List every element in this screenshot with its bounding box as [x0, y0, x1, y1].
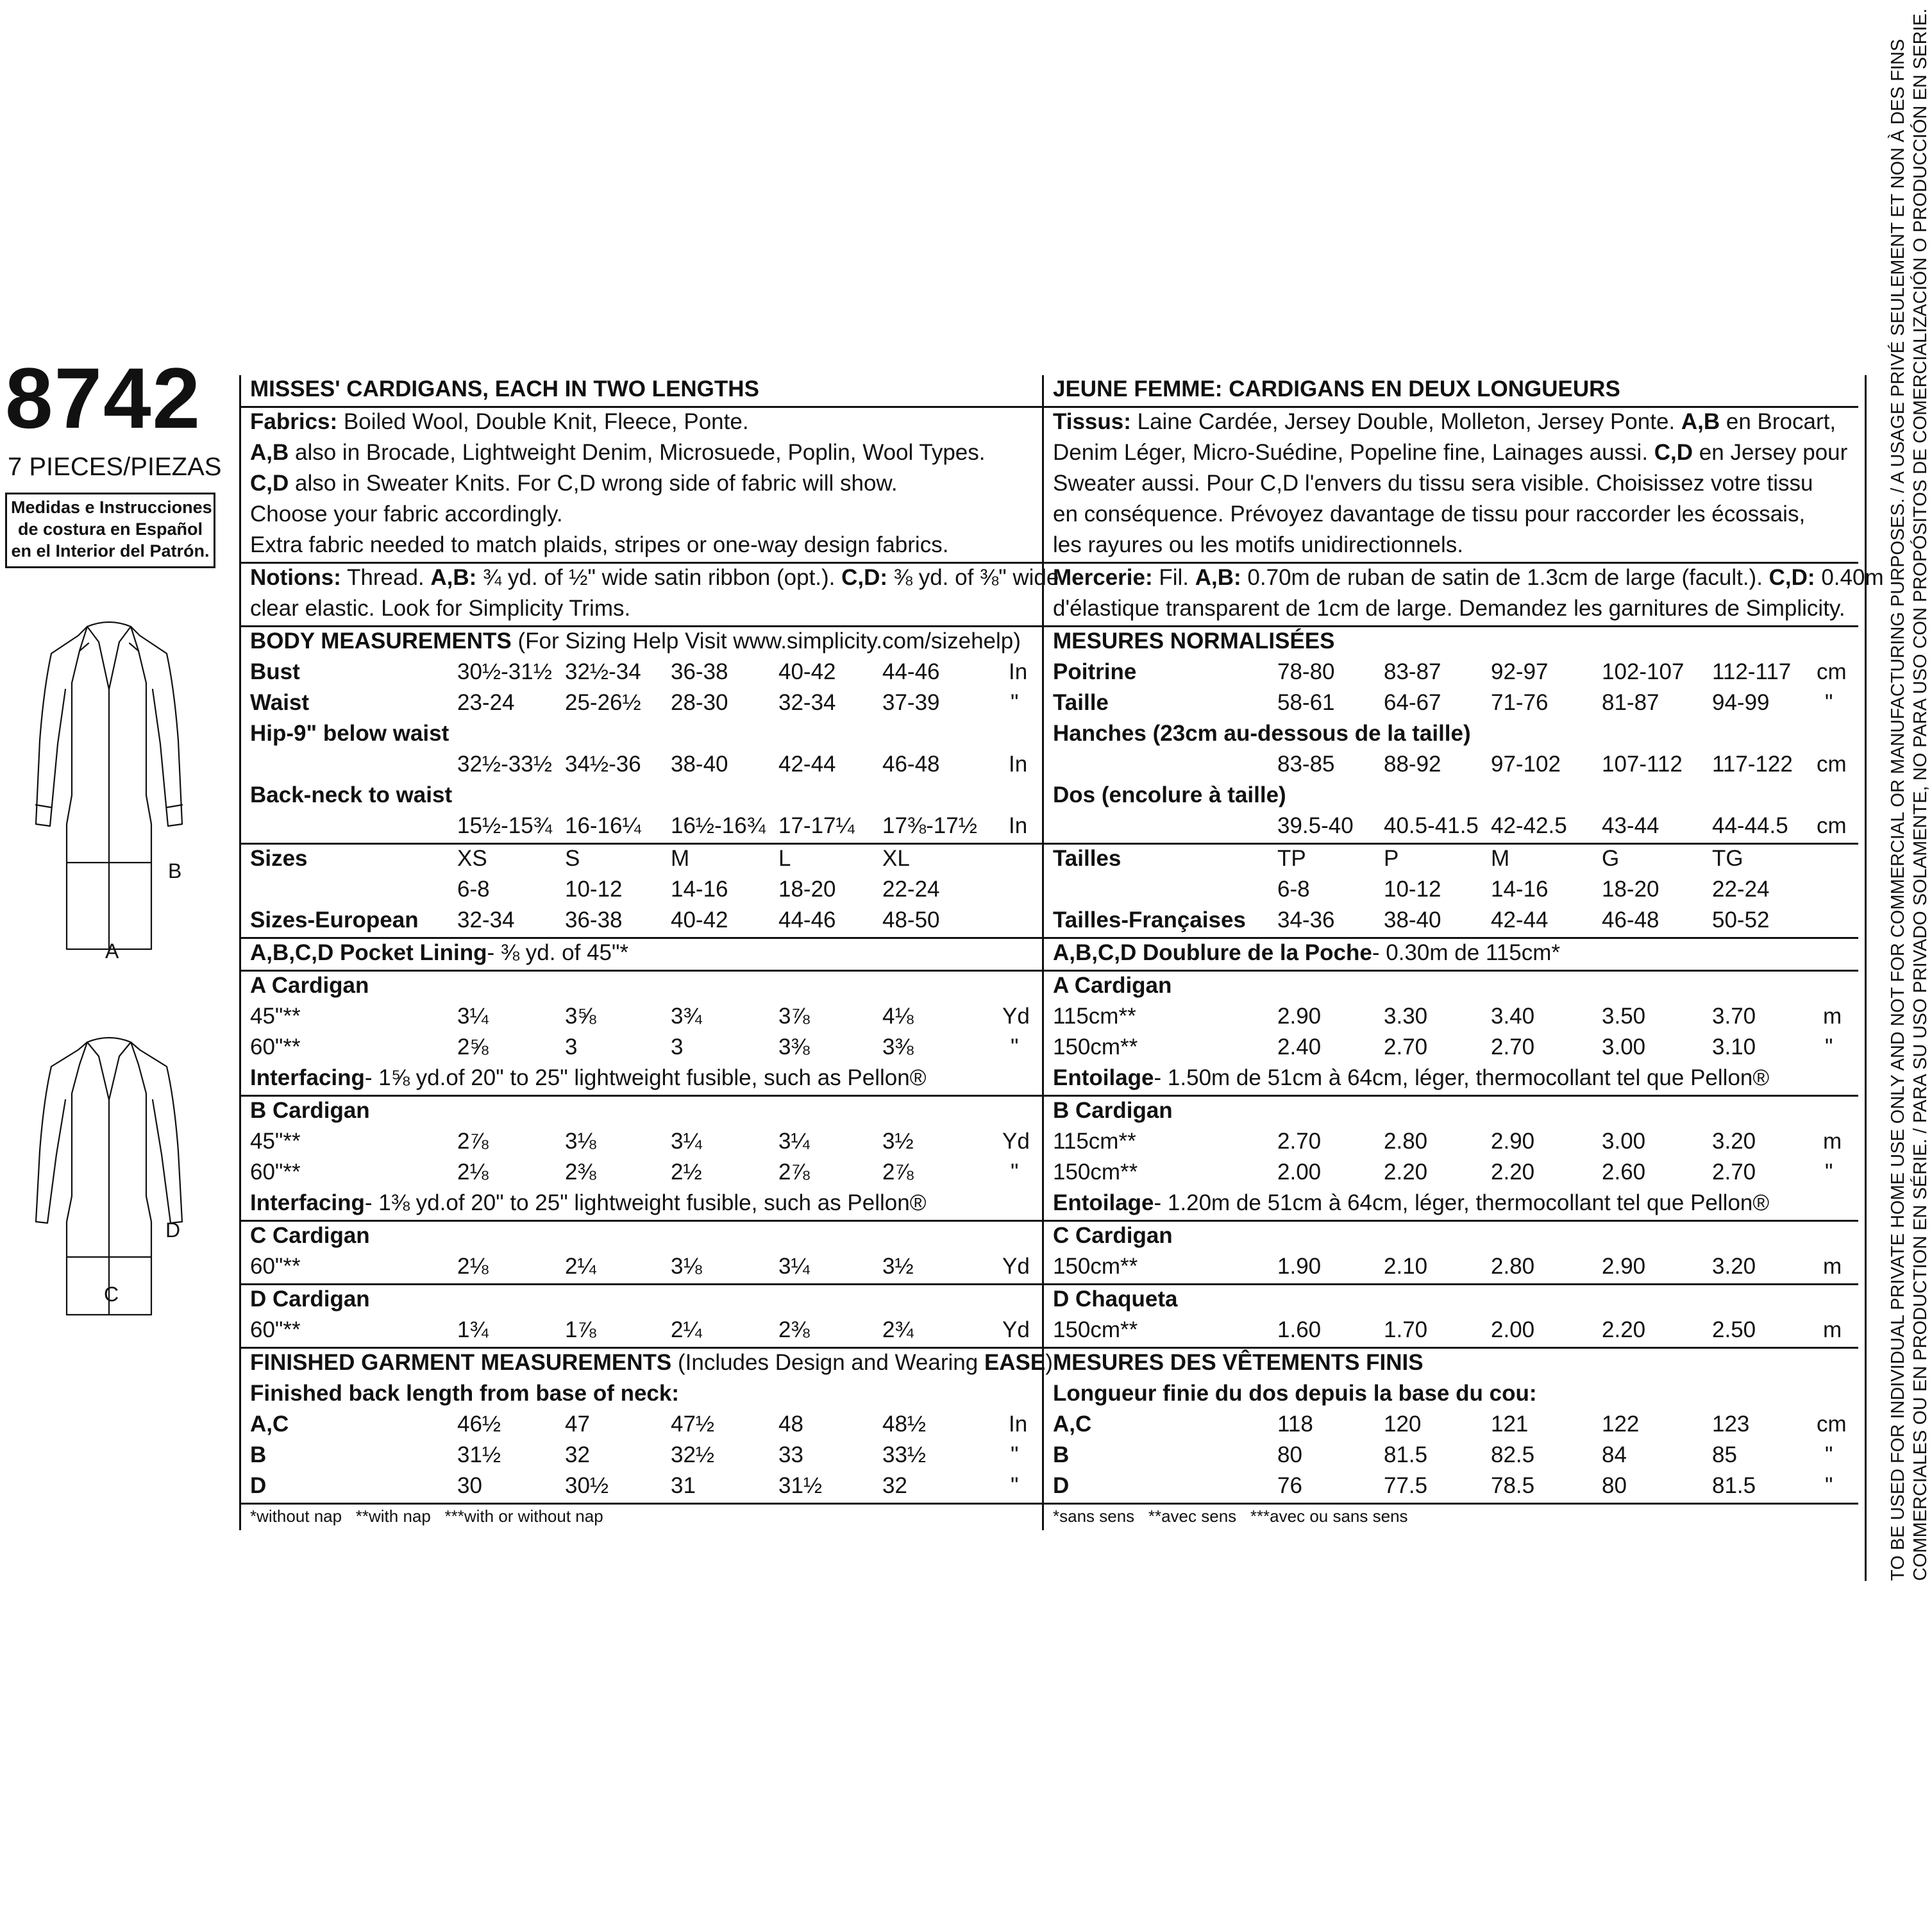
tissus-line: en conséquence. Prévoyez davantage de tissu pour raccorder les écossais,: [1053, 502, 1806, 527]
tissus-line: Sweater aussi. Pour C,D l'envers du tissu sera visible. Choisissez votre tissu: [1053, 471, 1813, 496]
table-row: Tailles TP P M G TG: [1053, 846, 1743, 871]
french-title: JEUNE FEMME: CARDIGANS EN DEUX LONGUEURS: [1053, 376, 1620, 401]
view-c-heading: C Cardigan: [250, 1223, 370, 1248]
table-row: 45"** 3¼ 3⅝ 3¾ 3⅞ 4⅛ Yd: [250, 1004, 1030, 1029]
interfacing-line: Interfacing- 1⅜ yd.of 20" to 25" lightweight fusible, such as Pellon®: [250, 1190, 927, 1215]
view-label-d: D: [165, 1219, 181, 1242]
view-label-c: C: [104, 1283, 119, 1306]
table-row: 150cm** 2.40 2.70 2.70 3.00 3.10 ": [1053, 1034, 1833, 1059]
view-a-heading: A Cardigan: [1053, 973, 1172, 998]
finished-back-length-label: Longueur finie du dos depuis la base du cou:: [1053, 1381, 1537, 1406]
table-row-label: Back-neck to waist: [250, 782, 453, 807]
table-row: Sizes-European 32-34 36-38 40-42 44-46 48-50: [241, 906, 1055, 939]
table-row: Tailles-Françaises 34-36 38-40 42-44 46-48 50-52: [1044, 906, 1858, 939]
table-row: 32½-33½ 34½-36 38-40 42-44 46-48 In: [457, 752, 1028, 777]
english-column: [239, 375, 1059, 1530]
table-row: D 30 30½ 31 31½ 32 ": [241, 1472, 1055, 1505]
table-row: D 76 77.5 78.5 80 81.5 ": [1044, 1472, 1858, 1505]
table-row: B 80 81.5 82.5 84 85 ": [1053, 1442, 1833, 1467]
mercerie-line: d'élastique transparent de 1cm de large. Demandez les garnitures de Simplicity.: [1053, 596, 1845, 621]
finished-back-length-label: Finished back length from base of neck:: [250, 1381, 680, 1406]
footnote: *sans sens **avec sens ***avec ou sans sens: [1053, 1506, 1408, 1526]
table-row: 60"** 2⅛ 2⅜ 2½ 2⅞ 2⅞ ": [250, 1160, 1019, 1185]
table-row: 15½-15¾ 16-16¼ 16½-16¾ 17-17¼ 17⅜-17½ In: [241, 812, 1055, 845]
pocket-lining-line: A,B,C,D Pocket Lining- ⅜ yd. of 45"*: [250, 940, 629, 965]
table-row: 83-85 88-92 97-102 107-112 117-122 cm: [1277, 752, 1847, 777]
footnote: *without nap **with nap ***with or without nap: [250, 1506, 603, 1526]
table-row: Bust 30½-31½ 32½-34 36-38 40-42 44-46 In: [250, 659, 1028, 684]
entoilage-line: Entoilage- 1.20m de 51cm à 64cm, léger, thermocollant tel que Pellon®: [1053, 1190, 1770, 1215]
piece-count: 7 PIECES/PIEZAS: [8, 453, 222, 481]
spanish-note-line: Medidas e Instrucciones: [11, 498, 212, 517]
table-row: 115cm** 2.90 3.30 3.40 3.50 3.70 m: [1053, 1004, 1842, 1029]
table-row: A,C 46½ 47 47½ 48 48½ In: [250, 1412, 1028, 1437]
table-row: 6-8 10-12 14-16 18-20 22-24: [457, 877, 940, 902]
fabrics-line: C,D also in Sweater Knits. For C,D wrong side of fabric will show.: [250, 471, 898, 496]
pattern-number: 8742: [5, 351, 202, 446]
view-d-heading: D Cardigan: [250, 1287, 370, 1312]
poche-line: A,B,C,D Doublure de la Poche- 0.30m de 115cm*: [1053, 940, 1560, 965]
english-title: MISSES' CARDIGANS, EACH IN TWO LENGTHS: [250, 376, 759, 401]
entoilage-line: Entoilage- 1.50m de 51cm à 64cm, léger, thermocollant tel que Pellon®: [1053, 1065, 1770, 1090]
table-row: 60"** 2⅛ 2¼ 3⅛ 3¼ 3½ Yd: [241, 1253, 1055, 1285]
mercerie-line: Mercerie: Fil. A,B: 0.70m de ruban de satin de 1.3cm de large (facult.). C,D: 0.40m: [1053, 565, 1884, 590]
tissus-line: Tissus: Laine Cardée, Jersey Double, Molleton, Jersey Ponte. A,B en Brocart,: [1053, 409, 1836, 434]
table-row: Waist 23-24 25-26½ 28-30 32-34 37-39 ": [250, 690, 1019, 715]
body-measurements-heading: BODY MEASUREMENTS (For Sizing Help Visit www.simplicity.com/sizehelp): [250, 629, 1021, 654]
finished-measurements-heading: FINISHED GARMENT MEASUREMENTS (Includes Design and Wearing EASE): [250, 1350, 1053, 1375]
tissus-line: les rayures ou les motifs unidirectionnels.: [1053, 532, 1464, 557]
table-row-label: Dos (encolure à taille): [1053, 782, 1286, 807]
fabrics-line: Extra fabric needed to match plaids, stripes or one-way design fabrics.: [250, 532, 949, 557]
table-row: 60"** 2⅝ 3 3 3⅜ 3⅜ ": [250, 1034, 1019, 1059]
finished-measurements-heading: MESURES DES VÊTEMENTS FINIS: [1053, 1350, 1424, 1375]
table-row: Poitrine 78-80 83-87 92-97 102-107 112-117 cm: [1053, 659, 1847, 684]
notions-line: clear elastic. Look for Simplicity Trims.: [250, 596, 631, 621]
fabrics-line: Choose your fabric accordingly.: [250, 502, 563, 527]
view-b-heading: B Cardigan: [250, 1098, 370, 1123]
interfacing-line: Interfacing- 1⅝ yd.of 20" to 25" lightweight fusible, such as Pellon®: [250, 1065, 927, 1090]
table-row: 115cm** 2.70 2.80 2.90 3.00 3.20 m: [1053, 1129, 1842, 1154]
view-c-heading: C Cardigan: [1053, 1223, 1173, 1248]
table-row-label: Hanches (23cm au-dessous de la taille): [1053, 721, 1471, 746]
table-row: 150cm** 2.00 2.20 2.20 2.60 2.70 ": [1053, 1160, 1833, 1185]
view-label-a: A: [105, 940, 119, 963]
fabrics-line: A,B also in Brocade, Lightweight Denim, Microsuede, Poplin, Wool Types.: [250, 440, 986, 465]
usage-notice: [1865, 8, 1931, 1581]
view-d-heading: D Chaqueta: [1053, 1287, 1178, 1312]
table-row: 150cm** 1.90 2.10 2.80 2.90 3.20 m: [1044, 1253, 1858, 1285]
table-row: 150cm** 1.60 1.70 2.00 2.20 2.50 m: [1044, 1316, 1858, 1349]
view-label-b: B: [168, 859, 182, 882]
view-b-heading: B Cardigan: [1053, 1098, 1173, 1123]
usage-notice-line: COMMERCIALES OU EN PRODUCTION EN SÉRIE. / PARA SU USO PRIVADO SOLAMENTE, NO PARA USO CON PROPÓSITOS DE COMERCIALIZACIÓN O PRODUCCIÓN EN SERIE.: [1910, 8, 1931, 1581]
table-row: B 31½ 32 32½ 33 33½ ": [250, 1442, 1019, 1467]
table-row: A,C 118 120 121 122 123 cm: [1053, 1412, 1847, 1437]
french-column: [1042, 375, 1884, 1530]
cardigan-sketch-ab: [26, 612, 192, 972]
table-row: 6-8 10-12 14-16 18-20 22-24: [1277, 877, 1770, 902]
usage-notice-line: TO BE USED FOR INDIVIDUAL PRIVATE HOME USE ONLY AND NOT FOR COMMERCIAL OR MANUFACTURING PURPOSES. / A USAGE PRIVÉ SEULEMENT ET NON À DES FINS: [1888, 38, 1908, 1581]
notions-line: Notions: Thread. A,B: ¾ yd. of ½" wide satin ribbon (opt.). C,D: ⅜ yd. of ⅜" wide: [250, 565, 1059, 590]
mesures-heading: MESURES NORMALISÉES: [1053, 629, 1335, 654]
table-row: Sizes XS S M L XL: [250, 846, 910, 871]
spanish-instructions-note: [5, 493, 215, 568]
table-row-label: Hip-9" below waist: [250, 721, 449, 746]
table-row: 60"** 1¾ 1⅞ 2¼ 2⅜ 2¾ Yd: [241, 1316, 1055, 1349]
fabrics-line: Fabrics: Boiled Wool, Double Knit, Fleece, Ponte.: [250, 409, 749, 434]
view-a-heading: A Cardigan: [250, 973, 369, 998]
tissus-line: Denim Léger, Micro-Suédine, Popeline fine, Lainages aussi. C,D en Jersey pour: [1053, 440, 1848, 465]
table-row: 39.5-40 40.5-41.5 42-42.5 43-44 44-44.5 cm: [1044, 812, 1858, 845]
spanish-note-line: en el Interior del Patrón.: [11, 541, 210, 561]
spanish-note-line: de costura en Español: [17, 519, 203, 539]
table-row: 45"** 2⅞ 3⅛ 3¼ 3¼ 3½ Yd: [250, 1129, 1030, 1154]
table-row: Taille 58-61 64-67 71-76 81-87 94-99 ": [1053, 690, 1833, 715]
